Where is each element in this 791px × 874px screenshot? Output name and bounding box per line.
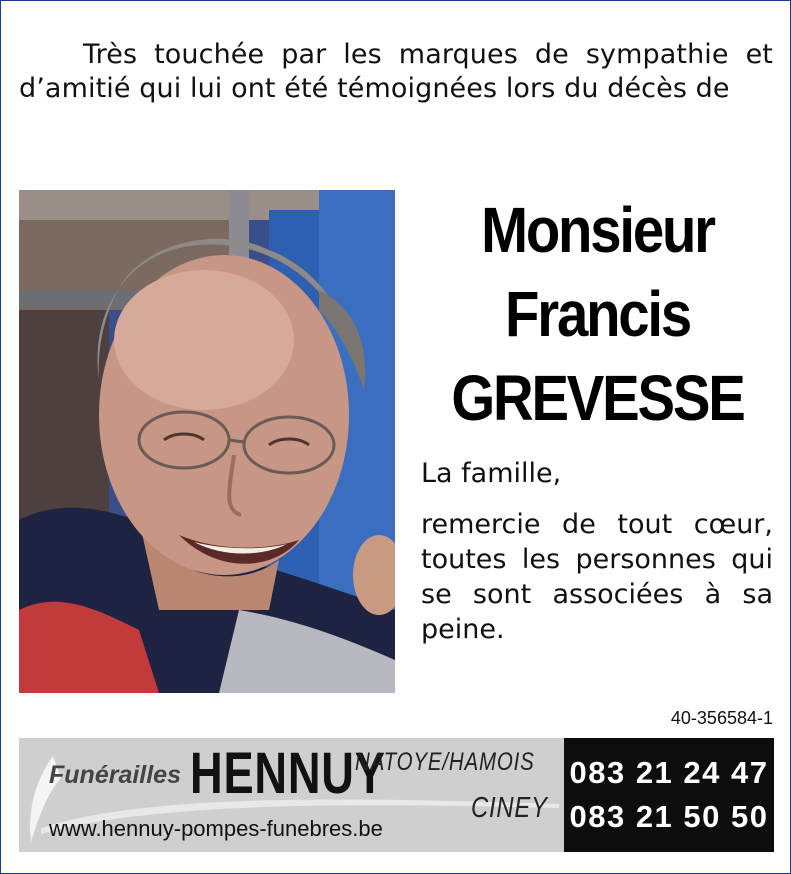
deceased-first-name: Francis [505,278,690,350]
funeral-home-locations-1: NATOYE/HAMOIS [355,748,535,776]
deceased-title: Monsieur [481,194,714,266]
thanks-text: remercie de tout cœur, toutes les personnes qui se sont associées à sa peine. [421,509,773,645]
portrait-image [19,190,395,693]
phone-box [564,738,774,852]
intro-text: Très touchée par les marques de sympathie et d’amitié qui lui ont été témoignées lors du décès de [19,39,773,104]
deceased-name [441,188,753,440]
deceased-photo [19,190,395,693]
phone-number-2[interactable]: 083 21 50 50 [569,799,769,834]
funeral-label: Funérailles [49,761,181,789]
phone-number-1[interactable]: 083 21 24 47 [569,755,769,790]
family-label: La famille, [421,458,562,489]
intro-paragraph [19,38,773,106]
funeral-home-banner [19,738,774,852]
funeral-home-locations-2: CINEY [471,792,548,824]
funeral-home-name: HENNUY [190,741,386,806]
funeral-home-website[interactable]: www.hennuy-pompes-funebres.be [49,816,383,841]
deceased-last-name: GREVESSE [451,362,744,434]
reference-number: 40-356584-1 [670,708,773,728]
